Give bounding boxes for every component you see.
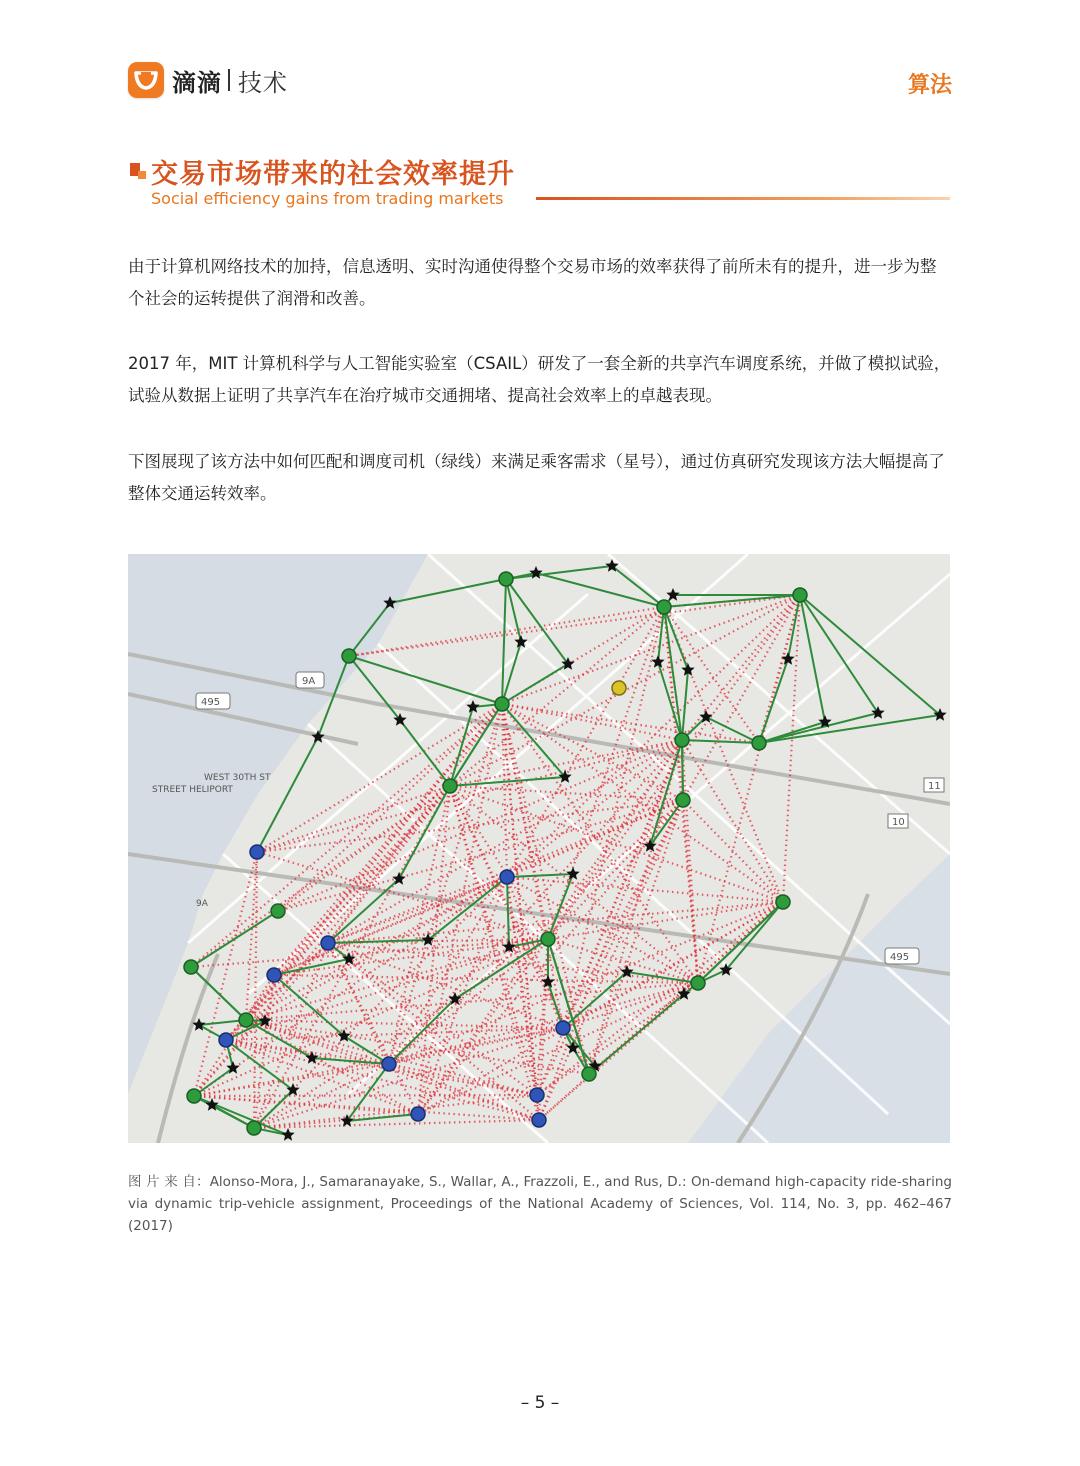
route-10-label: 10 (892, 817, 905, 828)
brand-logo (128, 62, 288, 98)
vehicle-node-green-3 (342, 649, 356, 663)
hwy-9a-top-label: 9A (302, 676, 316, 687)
vehicle-node-green-17 (247, 1121, 261, 1135)
paragraph-intro: 由于计算机网络技术的加持，信息透明、实时沟通使得整个交易市场的效率获得了前所未有的提升，进一步为整个社会的运转提供了润滑和改善。 (128, 257, 937, 308)
vehicle-node-blue-0 (250, 845, 264, 859)
heliport-label-2: STREET HELIPORT (152, 785, 233, 795)
vehicle-node-blue-1 (500, 870, 514, 884)
brand-subtitle: 技术 (238, 68, 288, 97)
vehicle-node-blue-8 (530, 1088, 544, 1102)
didi-logo-icon (128, 62, 164, 98)
vehicle-node-green-14 (691, 976, 705, 990)
vehicle-node-blue-4 (219, 1033, 233, 1047)
vehicle-node-green-7 (443, 779, 457, 793)
vehicle-node-yellow-0 (612, 681, 626, 695)
brand-separator (228, 69, 230, 91)
brand-name: 滴滴 (172, 68, 222, 97)
section-title-rule (536, 197, 950, 200)
figure-caption: 图 片 来 自：Alonso-Mora, J., Samaranayake, S., Wallar, A., Frazzoli, E., and Rus, D.: On-demand high-capacity ride-sharing via dynamic trip-vehicle assignment, Proceedings of the National Academy of Sciences, Vol. 114, No. 3, pp. 462–467 (2017) (128, 1174, 952, 1234)
heliport-label: WEST 30TH ST (204, 773, 271, 783)
hwy-495-left-label: 495 (201, 697, 221, 708)
vehicle-node-green-1 (657, 600, 671, 614)
section-title-marker-icon (130, 163, 146, 179)
vehicle-node-green-6 (752, 736, 766, 750)
vehicle-node-green-11 (776, 895, 790, 909)
ride-sharing-map (128, 554, 950, 1143)
vehicle-node-green-15 (582, 1067, 596, 1081)
category-label: 算法 (907, 73, 952, 98)
ride-sharing-map-figure (128, 554, 950, 1143)
vehicle-node-green-13 (239, 1013, 253, 1027)
vehicle-node-blue-6 (411, 1107, 425, 1121)
route-11-label: 11 (928, 781, 941, 792)
vehicle-node-blue-9 (532, 1113, 546, 1127)
vehicle-node-green-10 (541, 932, 555, 946)
hwy-9a-mid-label: 9A (196, 899, 208, 909)
hwy-495-right-label: 495 (890, 952, 910, 963)
vehicle-node-blue-7 (556, 1021, 570, 1035)
vehicle-node-blue-5 (382, 1057, 396, 1071)
page-number: – 5 – (520, 1393, 560, 1413)
paragraph-mit-csail: 2017 年，MIT 计算机科学与人工智能实验室（CSAIL）研发了一套全新的共享汽车调度系统，并做了模拟试验，试验从数据上证明了共享汽车在治疗城市交通拥堵、提高社会效率上的卓越表现。 (128, 354, 951, 405)
vehicle-node-blue-3 (267, 968, 281, 982)
vehicle-node-green-4 (495, 697, 509, 711)
vehicle-node-green-8 (676, 793, 690, 807)
section-title: 交易市场带来的社会效率提升 (151, 159, 515, 190)
vehicle-node-green-16 (187, 1089, 201, 1103)
vehicle-node-green-5 (675, 733, 689, 747)
vehicle-node-blue-2 (321, 936, 335, 950)
paragraph-figure-intro: 下图展现了该方法中如何匹配和调度司机（绿线）来满足乘客需求（星号），通过仿真研究发现该方法大幅提高了整体交通运转效率。 (128, 452, 945, 503)
vehicle-node-green-2 (793, 588, 807, 602)
section-subtitle: Social efficiency gains from trading markets (151, 189, 504, 208)
vehicle-node-green-12 (184, 960, 198, 974)
vehicle-node-green-0 (499, 572, 513, 586)
vehicle-node-green-9 (271, 904, 285, 918)
